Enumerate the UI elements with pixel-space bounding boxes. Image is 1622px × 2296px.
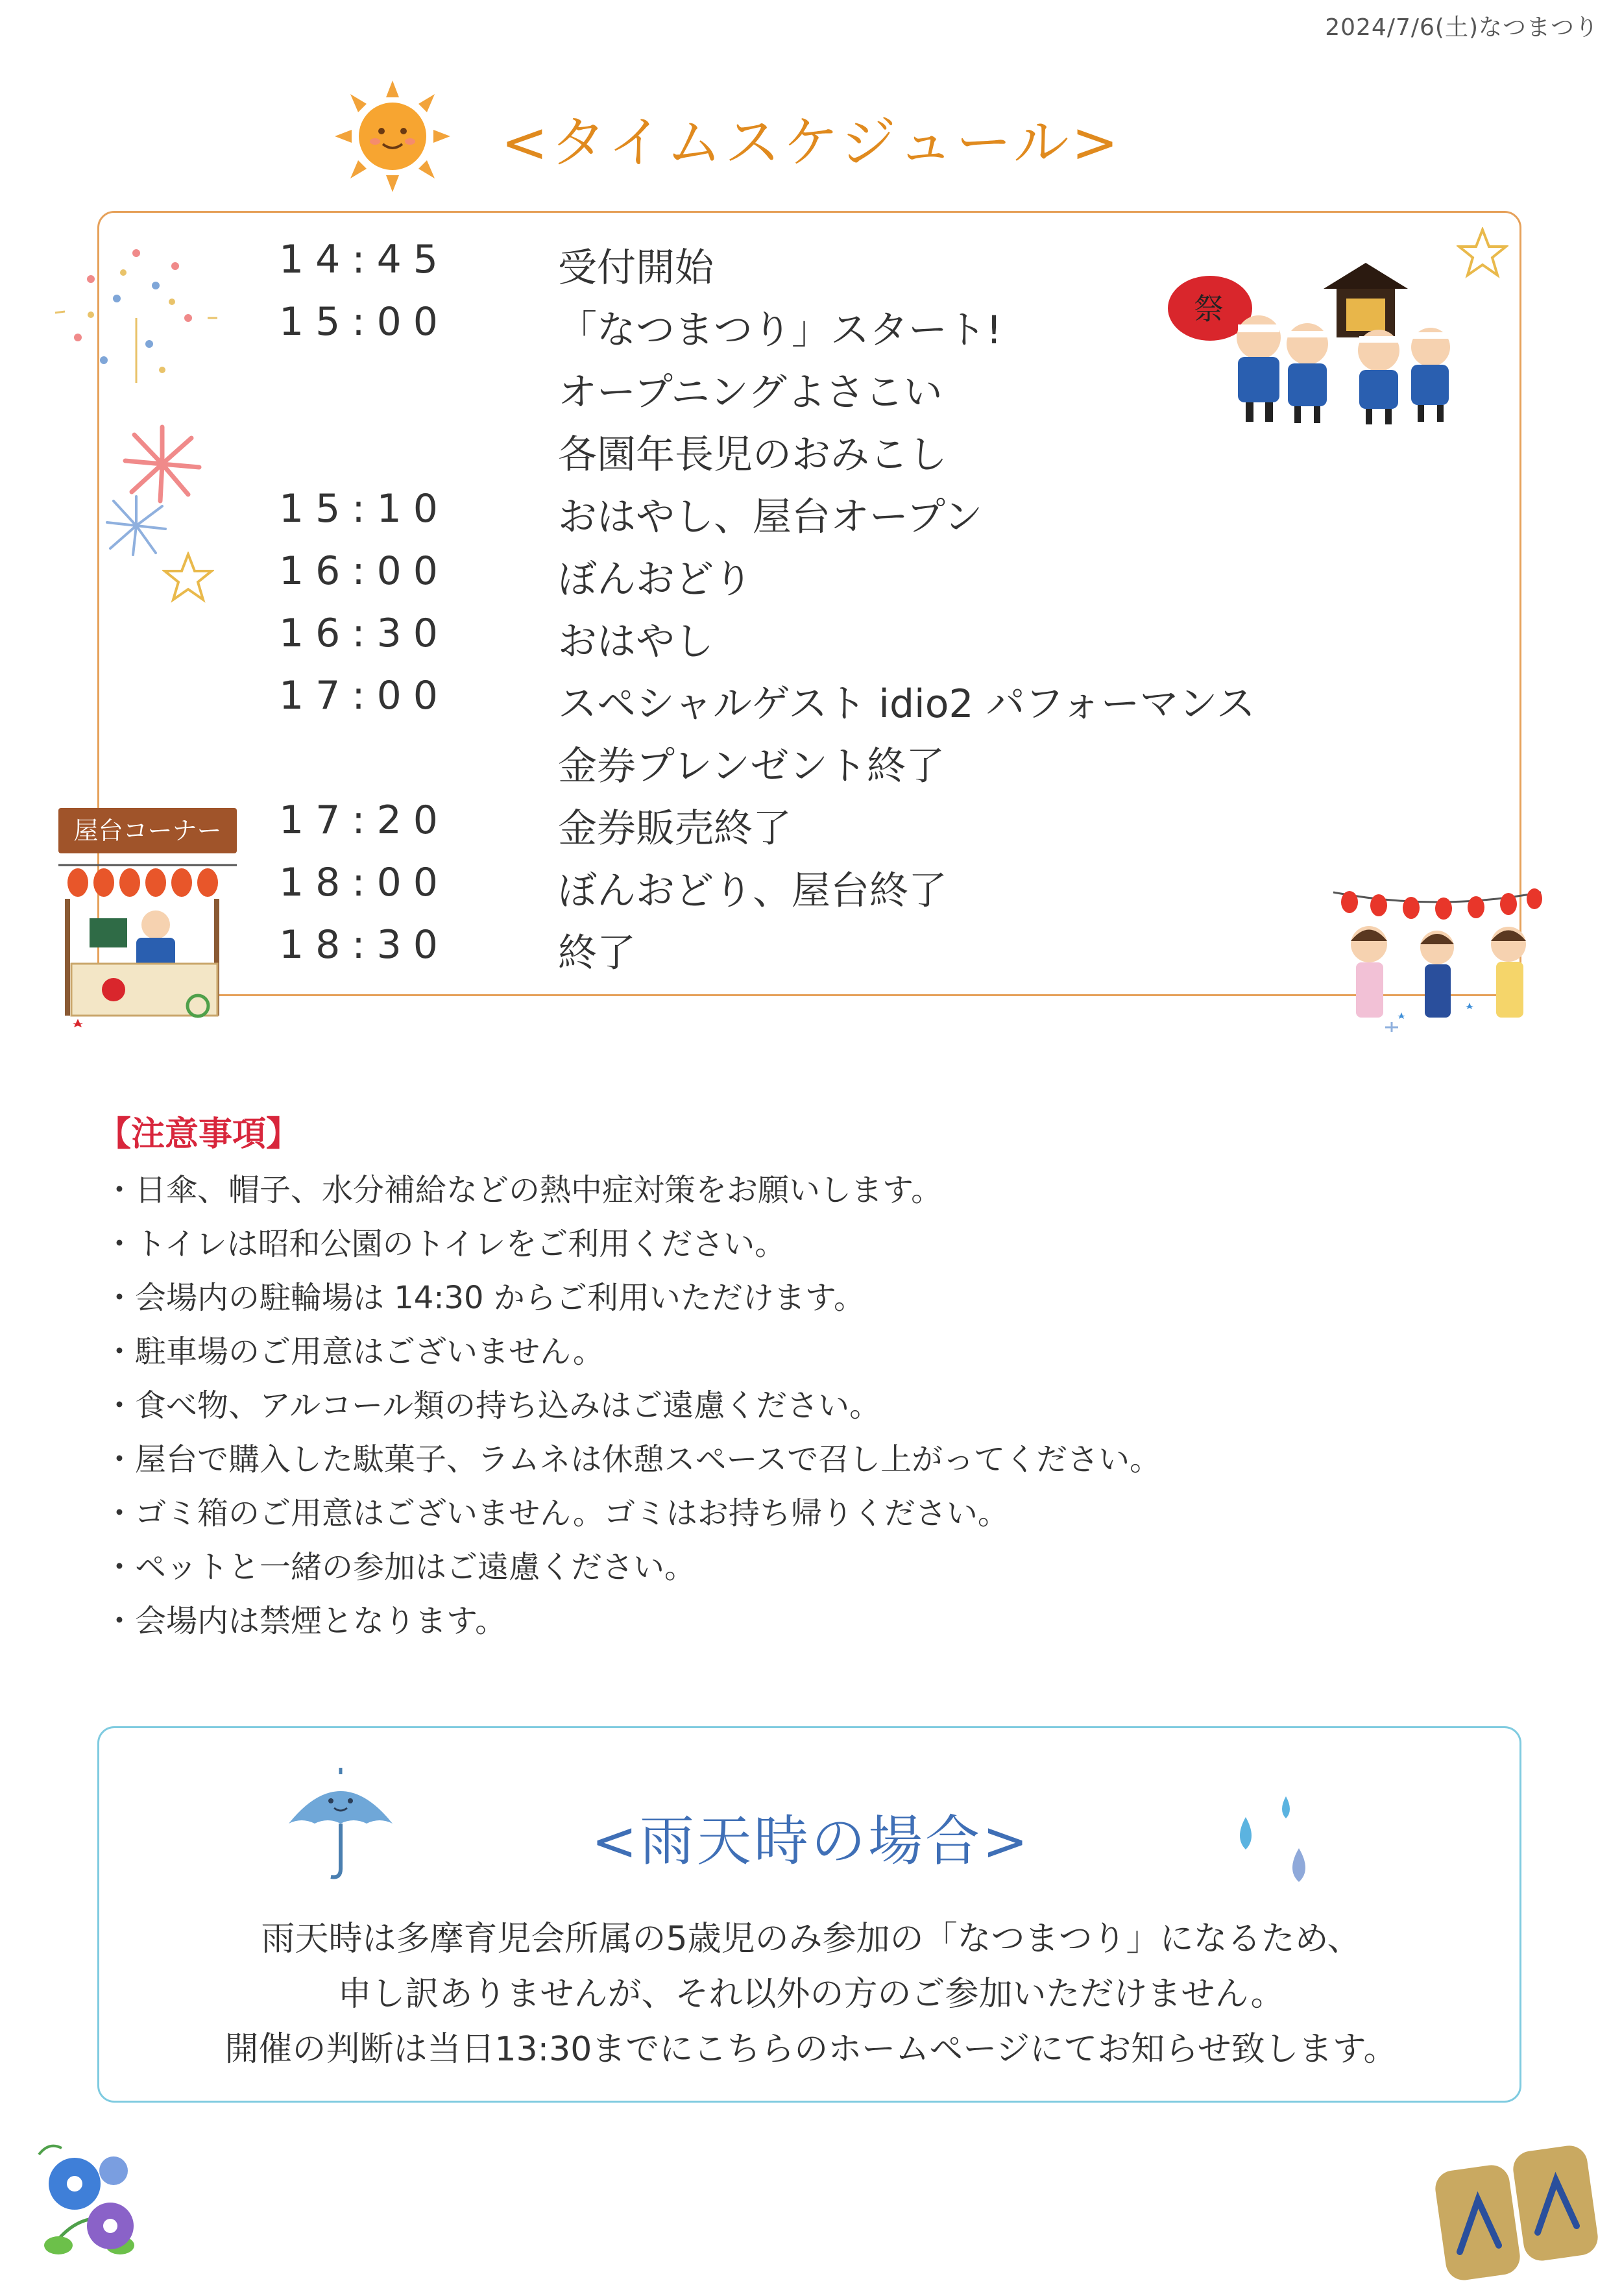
schedule-time: 16:30 bbox=[279, 611, 450, 656]
morning-glory-icon bbox=[36, 2135, 146, 2265]
note-item: ・会場内は禁煙となります。 bbox=[104, 1603, 507, 1639]
schedule-event: おはやし bbox=[558, 619, 714, 665]
fireworks-icon bbox=[52, 240, 221, 389]
schedule-event: 「なつまつり」スタート! bbox=[558, 308, 1002, 353]
notes-title: 【注意事項】 bbox=[97, 1115, 300, 1154]
note-item: ・屋台で購入した駄菓子、ラムネは休憩スペースで召し上がってください。 bbox=[104, 1441, 1161, 1478]
svg-text:祭: 祭 bbox=[1194, 291, 1224, 326]
schedule-time: 17:20 bbox=[279, 798, 450, 843]
stall-sign: 屋台コーナー bbox=[58, 808, 237, 853]
schedule-event: 終了 bbox=[558, 931, 636, 976]
schedule-event: オープニングよさこい bbox=[558, 370, 943, 415]
schedule-time: 14:45 bbox=[279, 237, 450, 282]
note-item: ・ペットと一緒の参加はご遠慮ください。 bbox=[104, 1549, 696, 1585]
schedule-time: 15:00 bbox=[279, 299, 450, 345]
note-item: ・駐車場のご用意はございません。 bbox=[104, 1334, 604, 1370]
schedule-time: 18:30 bbox=[279, 922, 450, 968]
header-date: 2024/7/6(土)なつまつり bbox=[1325, 14, 1599, 41]
stall-body-icon bbox=[58, 853, 237, 1029]
schedule-event: 金券販売終了 bbox=[558, 806, 792, 851]
rain-title: <雨天時の場合> bbox=[591, 1809, 1031, 1873]
schedule-event: スペシャルゲスト idio2 パフォーマンス bbox=[558, 681, 1255, 727]
rain-text-line: 申し訳ありませんが、それ以外の方のご参加いただけません。 bbox=[337, 1975, 1285, 2014]
rain-text-line: 雨天時は多摩育児会所属の5歳児のみ参加の「なつまつり」になるため、 bbox=[261, 1920, 1361, 1959]
mikoshi-kids-icon bbox=[1161, 260, 1466, 428]
schedule-event: 受付開始 bbox=[558, 245, 714, 291]
lantern-girls-icon bbox=[1330, 879, 1544, 1032]
note-item: ・食べ物、アルコール類の持ち込みはご遠慮ください。 bbox=[104, 1387, 881, 1424]
yatai-stall-icon bbox=[58, 808, 237, 1029]
schedule-time: 18:00 bbox=[279, 860, 450, 905]
note-item: ・ゴミ箱のご用意はございません。ゴミはお持ち帰りください。 bbox=[104, 1495, 1009, 1532]
schedule-event: 金券プレンゼント終了 bbox=[558, 744, 945, 789]
schedule-event: ぼんおどり bbox=[558, 557, 753, 602]
schedule-event: おはやし、屋台オープン bbox=[558, 495, 983, 540]
note-item: ・日傘、帽子、水分補給などの熱中症対策をお願いします。 bbox=[104, 1172, 943, 1208]
firework-burst-blue-icon bbox=[104, 493, 169, 558]
schedule-time: 15:10 bbox=[279, 486, 450, 531]
schedule-time: 17:00 bbox=[279, 673, 450, 718]
rain-text-line: 開催の判断は当日13:30までにこちらのホームページにてお知らせ致します。 bbox=[224, 2030, 1398, 2069]
note-item: ・会場内の駐輪場は 14:30 からご利用いただけます。 bbox=[104, 1280, 865, 1316]
note-item: ・トイレは昭和公園のトイレをご利用ください。 bbox=[104, 1226, 786, 1262]
page-title: <タイムスケジュール> bbox=[501, 110, 1121, 175]
star-icon bbox=[162, 552, 214, 604]
schedule-event: 各園年長児のおみこし bbox=[558, 432, 947, 478]
schedule-time: 16:00 bbox=[279, 548, 450, 594]
geta-sandals-icon bbox=[1434, 2142, 1603, 2284]
schedule-event: ぼんおどり、屋台終了 bbox=[558, 868, 947, 914]
raindrops-icon bbox=[1226, 1791, 1330, 1888]
